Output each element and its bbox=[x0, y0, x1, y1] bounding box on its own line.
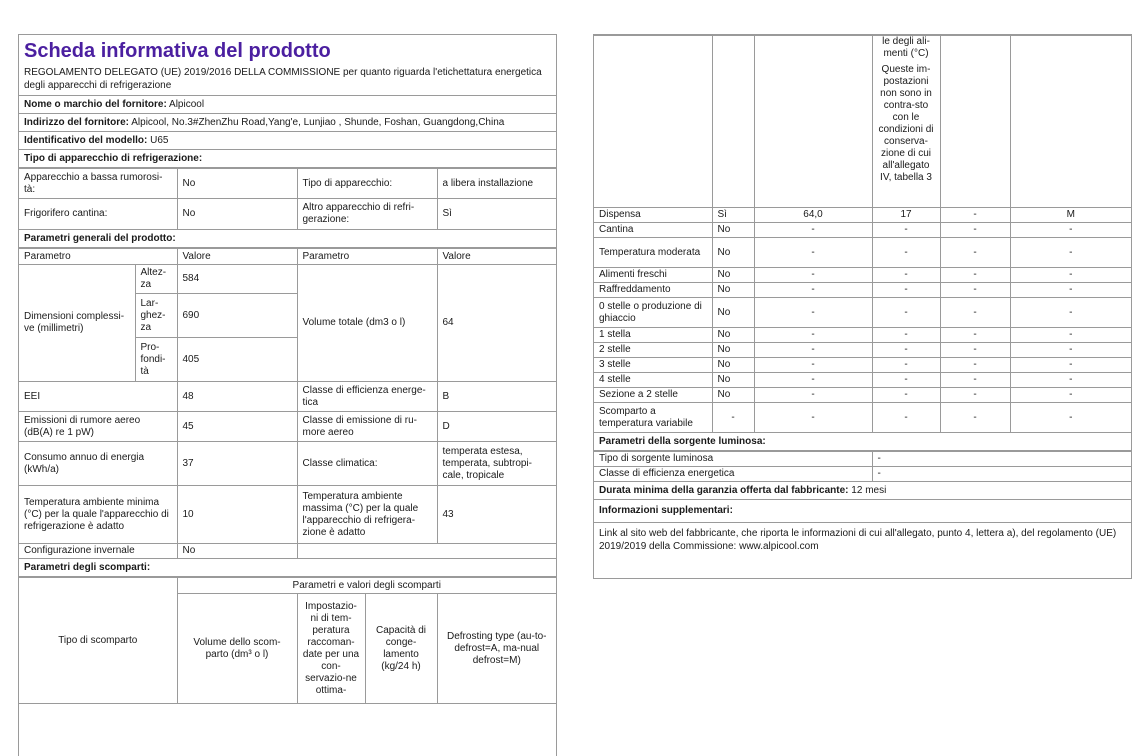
compartment-temp: - bbox=[872, 343, 940, 358]
compartment-volume: - bbox=[754, 358, 872, 373]
compartment-present: No bbox=[712, 283, 754, 298]
device-type-value: a libera installazione bbox=[437, 169, 556, 199]
model-id: U65 bbox=[150, 135, 169, 146]
type-section-title-text: Tipo di apparecchio di refrigerazione: bbox=[24, 153, 203, 164]
additional-section-title bbox=[594, 500, 1131, 523]
compartment-name: 1 stella bbox=[594, 328, 712, 343]
compartment-temp: - bbox=[872, 223, 940, 238]
light-class-value: - bbox=[872, 467, 1131, 482]
compartment-temp-header: Impostazio-ni di tem-peratura raccoman-date per una con-servazio-ne ottima- bbox=[297, 594, 365, 704]
climate-value: temperata estesa, temperata, subtropi-cale, tropicale bbox=[437, 442, 556, 486]
compartment-volume: - bbox=[754, 223, 872, 238]
header-cont-type bbox=[594, 36, 712, 208]
compartment-defrost: - bbox=[1010, 328, 1131, 343]
supplier-name: Alpicool bbox=[169, 99, 205, 110]
regulation-text: REGOLAMENTO DELEGATO (UE) 2019/2016 DELLA COMMISSIONE per quanto riguarda l'etichettatura energetica degli apparecchi di refrigerazione bbox=[19, 66, 556, 96]
wine-value: No bbox=[177, 199, 297, 230]
compartment-freeze: - bbox=[940, 238, 1010, 268]
low-noise-label: Apparecchio a bassa rumorosi-tà: bbox=[19, 169, 177, 199]
right-page bbox=[593, 34, 1132, 579]
compartment-present: No bbox=[712, 298, 754, 328]
compartment-volume-header: Volume dello scom-parto (dm³ o l) bbox=[177, 594, 297, 704]
compartment-present: No bbox=[712, 238, 754, 268]
compartment-defrost: - bbox=[1010, 223, 1131, 238]
compartment-volume: - bbox=[754, 373, 872, 388]
noise-value: 45 bbox=[177, 412, 297, 442]
compartment-row bbox=[594, 358, 1131, 373]
winter-value: No bbox=[177, 544, 297, 559]
noise-class-label: Classe di emissione di ru-more aereo bbox=[297, 412, 437, 442]
compartment-freeze: - bbox=[940, 373, 1010, 388]
page-title: Scheda informativa del prodotto bbox=[24, 40, 331, 62]
max-temp-value: 43 bbox=[437, 486, 556, 544]
compartments-table bbox=[594, 35, 1131, 433]
noise-class-value: D bbox=[437, 412, 556, 442]
light-section-title bbox=[594, 433, 1131, 451]
compartment-row bbox=[594, 208, 1131, 223]
low-noise-value: No bbox=[177, 169, 297, 199]
compartment-defrost: - bbox=[1010, 238, 1131, 268]
compartment-temp: - bbox=[872, 238, 940, 268]
width-value: 690 bbox=[177, 294, 297, 338]
compartments-body bbox=[594, 208, 1131, 433]
temp-header-continuation bbox=[872, 36, 940, 208]
climate-label: Classe climatica: bbox=[297, 442, 437, 486]
compartment-row bbox=[594, 268, 1131, 283]
temp-header-note: Queste im-postazioni non sono in contra-sto con le condizioni di conserva-zione di cui all'allegato IV, tabella 3 bbox=[878, 64, 934, 183]
eei-label: EEI bbox=[19, 382, 177, 412]
compartment-name: Sezione a 2 stelle bbox=[594, 388, 712, 403]
compartment-volume: - bbox=[754, 268, 872, 283]
wine-label: Frigorifero cantina: bbox=[19, 199, 177, 230]
supplier-address-label: Indirizzo del fornitore: bbox=[24, 117, 129, 128]
height-value: 584 bbox=[177, 265, 297, 294]
compartment-freeze: - bbox=[940, 343, 1010, 358]
compartment-temp: - bbox=[872, 403, 940, 433]
width-label: Lar-ghez-za bbox=[135, 294, 177, 338]
temp-header-cont-text: le degli ali-menti (°C) bbox=[882, 36, 930, 59]
compartment-volume: - bbox=[754, 238, 872, 268]
compartment-present: No bbox=[712, 358, 754, 373]
compartment-present: Sì bbox=[712, 208, 754, 223]
light-section-title-text: Parametri della sorgente luminosa: bbox=[599, 436, 766, 447]
compartment-temp: - bbox=[872, 358, 940, 373]
compartment-present: - bbox=[712, 403, 754, 433]
supplier-address-row bbox=[19, 114, 556, 132]
volume-label: Volume totale (dm3 o l) bbox=[297, 265, 437, 382]
compartment-present: No bbox=[712, 268, 754, 283]
compartment-freeze: - bbox=[940, 223, 1010, 238]
compartments-section-title bbox=[19, 559, 556, 577]
col-param-header: Parametro bbox=[19, 249, 177, 265]
supplier-name-label: Nome o marchio del fornitore: bbox=[24, 99, 167, 110]
additional-info bbox=[594, 523, 1131, 555]
compartment-defrost: - bbox=[1010, 388, 1131, 403]
compartment-name: 2 stelle bbox=[594, 343, 712, 358]
compartment-volume: - bbox=[754, 403, 872, 433]
supplier-address: Alpicool, No.3#ZhenZhu Road,Yang'e, Lunjiao , Shunde, Foshan, Guangdong,China bbox=[131, 117, 505, 128]
compartment-name: Scomparto a temperatura variabile bbox=[594, 403, 712, 433]
noise-label: Emissioni di rumore aereo (dB(A) re 1 pW) bbox=[19, 412, 177, 442]
additional-text: Link al sito web del fabbricante, che riporta le informazioni di cui all'allegato, punto 4, lettera a), del regolamento (UE) 2019/2019 della Commissione: bbox=[599, 528, 1117, 552]
type-table bbox=[19, 168, 556, 230]
compartment-freeze: - bbox=[940, 388, 1010, 403]
eff-class-value: B bbox=[437, 382, 556, 412]
compartment-freeze: - bbox=[940, 208, 1010, 223]
compartment-freeze: - bbox=[940, 358, 1010, 373]
compartment-name: 3 stelle bbox=[594, 358, 712, 373]
compartment-present: No bbox=[712, 343, 754, 358]
volume-value: 64 bbox=[437, 265, 556, 382]
compartment-name: Raffreddamento bbox=[594, 283, 712, 298]
compartment-freeze: - bbox=[940, 298, 1010, 328]
compartment-present: No bbox=[712, 328, 754, 343]
compartment-temp: 17 bbox=[872, 208, 940, 223]
eei-value: 48 bbox=[177, 382, 297, 412]
compartment-row bbox=[594, 328, 1131, 343]
compartment-row bbox=[594, 223, 1131, 238]
general-section-title bbox=[19, 230, 556, 248]
compartment-row bbox=[594, 403, 1131, 433]
light-type-label: Tipo di sorgente luminosa bbox=[594, 452, 872, 467]
eff-class-label: Classe di efficienza energe-tica bbox=[297, 382, 437, 412]
winter-label: Configurazione invernale bbox=[19, 544, 177, 559]
warranty-row bbox=[594, 482, 1131, 500]
max-temp-label: Temperatura ambiente massima (°C) per la quale l'apparecchio di refrigera-zione è adatto bbox=[297, 486, 437, 544]
compartment-defrost: - bbox=[1010, 358, 1131, 373]
warranty-label: Durata minima della garanzia offerta dal fabbricante: bbox=[599, 485, 849, 496]
energy-value: 37 bbox=[177, 442, 297, 486]
left-page bbox=[18, 34, 557, 756]
compartment-row bbox=[594, 388, 1131, 403]
min-temp-value: 10 bbox=[177, 486, 297, 544]
height-label: Altez-za bbox=[135, 265, 177, 294]
compartment-name: Temperatura moderata bbox=[594, 238, 712, 268]
general-section-title-text: Parametri generali del prodotto: bbox=[24, 233, 176, 244]
compartment-freeze: - bbox=[940, 283, 1010, 298]
light-table bbox=[594, 451, 1131, 482]
col-value-header: Valore bbox=[177, 249, 297, 265]
compartment-freeze: - bbox=[940, 403, 1010, 433]
header-cont-freeze bbox=[940, 36, 1010, 208]
compartment-row bbox=[594, 343, 1131, 358]
compartment-defrost: - bbox=[1010, 268, 1131, 283]
compartment-volume: - bbox=[754, 283, 872, 298]
compartment-temp: - bbox=[872, 268, 940, 283]
compartment-freeze: - bbox=[940, 268, 1010, 283]
compartment-temp: - bbox=[872, 328, 940, 343]
warranty-value: 12 mesi bbox=[851, 485, 887, 496]
compartment-row bbox=[594, 298, 1131, 328]
compartment-freeze-header: Capacità di conge-lamento (kg/24 h) bbox=[365, 594, 437, 704]
compartment-present: No bbox=[712, 388, 754, 403]
dims-label: Dimensioni complessi-ve (millimetri) bbox=[19, 265, 135, 382]
type-section-title bbox=[19, 150, 556, 168]
light-class-label: Classe di efficienza energetica bbox=[594, 467, 872, 482]
compartment-temp: - bbox=[872, 388, 940, 403]
col-param-header-2: Parametro bbox=[297, 249, 437, 265]
manufacturer-url[interactable]: www.alpicool.com bbox=[739, 541, 819, 552]
compartment-defrost: M bbox=[1010, 208, 1131, 223]
model-label: Identificativo del modello: bbox=[24, 135, 148, 146]
compartment-defrost: - bbox=[1010, 343, 1131, 358]
other-value: Sì bbox=[437, 199, 556, 230]
depth-label: Pro-fondi-tà bbox=[135, 338, 177, 382]
compartment-temp: - bbox=[872, 283, 940, 298]
compartment-name: Dispensa bbox=[594, 208, 712, 223]
compartment-defrost: - bbox=[1010, 283, 1131, 298]
compartment-defrost-header: Defrosting type (au-to-defrost=A, ma-nual defrost=M) bbox=[437, 594, 556, 704]
compartment-freeze: - bbox=[940, 328, 1010, 343]
compartment-defrost: - bbox=[1010, 403, 1131, 433]
compartment-defrost: - bbox=[1010, 373, 1131, 388]
compartment-row bbox=[594, 238, 1131, 268]
winter-empty bbox=[297, 544, 556, 559]
supplier-name-row bbox=[19, 96, 556, 114]
col-value-header-2: Valore bbox=[437, 249, 556, 265]
compartment-temp: - bbox=[872, 298, 940, 328]
other-label: Altro apparecchio di refri-gerazione: bbox=[297, 199, 437, 230]
general-table bbox=[19, 248, 556, 559]
min-temp-label: Temperatura ambiente minima (°C) per la quale l'apparecchio di refrigerazione è adatto bbox=[19, 486, 177, 544]
energy-label: Consumo annuo di energia (kWh/a) bbox=[19, 442, 177, 486]
header-cont-present bbox=[712, 36, 754, 208]
compartment-row bbox=[594, 373, 1131, 388]
header-cont-volume bbox=[754, 36, 872, 208]
compartment-volume: - bbox=[754, 343, 872, 358]
model-row bbox=[19, 132, 556, 150]
compartment-name: 4 stelle bbox=[594, 373, 712, 388]
header-cont-defrost bbox=[1010, 36, 1131, 208]
compartment-volume: - bbox=[754, 298, 872, 328]
compartment-name: Alimenti freschi bbox=[594, 268, 712, 283]
compartment-name: 0 stelle o produzione di ghiaccio bbox=[594, 298, 712, 328]
compartment-volume: - bbox=[754, 328, 872, 343]
compartment-volume: 64,0 bbox=[754, 208, 872, 223]
compartment-volume: - bbox=[754, 388, 872, 403]
device-type-label: Tipo di apparecchio: bbox=[297, 169, 437, 199]
compartment-defrost: - bbox=[1010, 298, 1131, 328]
compartment-temp: - bbox=[872, 373, 940, 388]
compartments-section-title-text: Parametri degli scomparti: bbox=[24, 562, 151, 573]
compartment-present: No bbox=[712, 373, 754, 388]
light-type-value: - bbox=[872, 452, 1131, 467]
compartment-group-header: Parametri e valori degli scomparti bbox=[177, 578, 556, 594]
depth-value: 405 bbox=[177, 338, 297, 382]
compartment-name: Cantina bbox=[594, 223, 712, 238]
compartments-header-table bbox=[19, 577, 556, 704]
compartment-row bbox=[594, 283, 1131, 298]
compartment-type-header: Tipo di scomparto bbox=[19, 578, 177, 704]
compartment-present: No bbox=[712, 223, 754, 238]
additional-section-title-text: Informazioni supplementari: bbox=[599, 505, 733, 516]
